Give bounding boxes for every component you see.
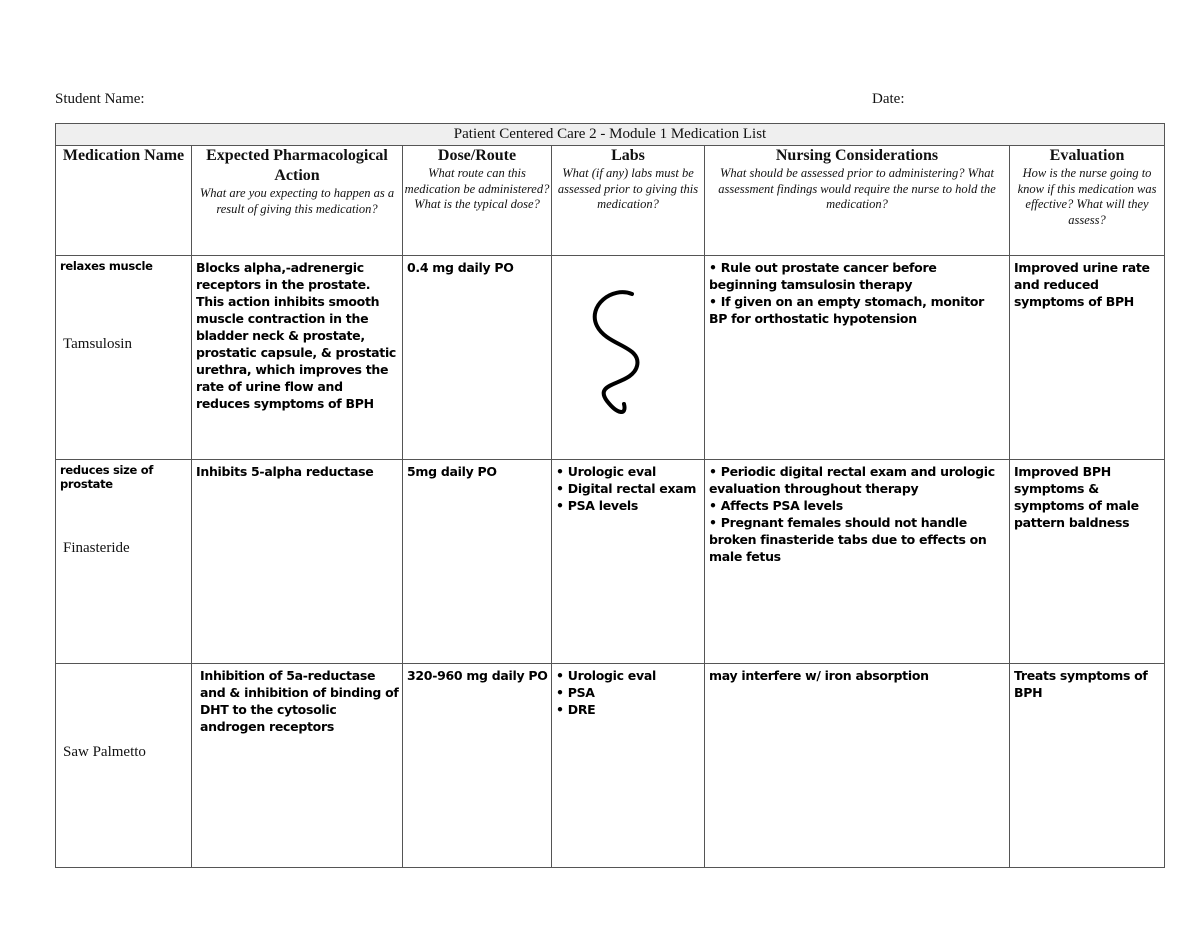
- column-subtitle: What should be assessed prior to administering? What assessment findings would require the nurse to hold the medication?: [718, 166, 996, 211]
- cell-medication-name: [56, 460, 192, 664]
- handwritten-action: Blocks alpha,-adrenergic receptors in the prostate. This action inhibits smooth muscle contraction in the bladder neck & prostate, prostatic capsule, & prostatic urethra, which improves the rate of urine flow and reduces symptoms of BPH: [196, 260, 397, 411]
- column-title: Nursing Considerations: [775, 147, 939, 164]
- handwritten-dose: 5mg daily PO: [407, 464, 497, 479]
- handwritten-dose: 0.4 mg daily PO: [407, 260, 514, 275]
- cell-nursing: [705, 664, 1010, 868]
- column-subtitle: What are you expecting to happen as a result of giving this medication?: [199, 186, 395, 216]
- cell-dose: [403, 460, 552, 664]
- table-row: [56, 664, 1165, 868]
- column-title: Labs: [611, 147, 645, 164]
- cell-evaluation: [1010, 460, 1165, 664]
- handwritten-dose: 320-960 mg daily PO: [407, 668, 548, 683]
- column-title: Medication Name: [62, 147, 185, 164]
- cell-labs: [552, 256, 705, 460]
- cell-nursing: [705, 256, 1010, 460]
- cell-action: [192, 256, 403, 460]
- cell-dose: [403, 664, 552, 868]
- column-header-medication-name: [56, 146, 192, 256]
- date-label: Date:: [872, 91, 905, 107]
- column-title: Dose/Route: [437, 147, 517, 164]
- handwritten-note: relaxes muscle: [60, 259, 153, 273]
- handwritten-evaluation: Treats symptoms of BPH: [1014, 668, 1148, 700]
- cell-action: [192, 460, 403, 664]
- cell-evaluation: [1010, 256, 1165, 460]
- column-title: Expected Pharmacological Action: [206, 147, 388, 184]
- column-header-evaluation: [1010, 146, 1165, 256]
- handwritten-note: reduces size of prostate: [60, 463, 154, 491]
- cell-labs: [552, 460, 705, 664]
- squiggle-mark: [582, 286, 652, 426]
- medication-table: [55, 123, 1165, 868]
- cell-action: [192, 664, 403, 868]
- handwritten-note: [56, 664, 191, 667]
- cell-medication-name: [56, 664, 192, 868]
- column-header-expected-action: [192, 146, 403, 256]
- student-name-label: Student Name:: [55, 91, 145, 107]
- cell-labs: [552, 664, 705, 868]
- handwritten-evaluation: Improved BPH symptoms & symptoms of male pattern baldness: [1014, 464, 1139, 530]
- cell-dose: [403, 256, 552, 460]
- column-header-nursing-considerations: [705, 146, 1010, 256]
- table-row: [56, 460, 1165, 664]
- column-header-dose-route: [403, 146, 552, 256]
- table-title: Patient Centered Care 2 - Module 1 Medication List: [56, 124, 1165, 146]
- handwritten-nursing: • Periodic digital rectal exam and urologic evaluation throughout therapy • Affects PSA levels • Pregnant females should not handle broken finasteride tabs due to effects on male fetus: [709, 464, 995, 564]
- handwritten-evaluation: Improved urine rate and reduced symptoms of BPH: [1014, 260, 1150, 309]
- handwritten-labs: • Urologic eval • Digital rectal exam • PSA levels: [556, 464, 697, 513]
- medication-name: Tamsulosin: [63, 336, 132, 352]
- column-subtitle: What (if any) labs must be assessed prior to giving this medication?: [557, 166, 699, 211]
- column-subtitle: How is the nurse going to know if this medication was effective? What will they assess?: [1017, 166, 1157, 227]
- handwritten-nursing: • Rule out prostate cancer before beginning tamsulosin therapy • If given on an empty stomach, monitor BP for orthostatic hypotension: [709, 260, 985, 326]
- table-row: [56, 256, 1165, 460]
- column-header-labs: [552, 146, 705, 256]
- handwritten-action: Inhibition of 5a-reductase and & inhibition of binding of DHT to the cytosolic androgen receptors: [200, 668, 399, 734]
- column-title: Evaluation: [1049, 147, 1125, 164]
- column-subtitle: What route can this medication be administered? What is the typical dose?: [404, 166, 550, 211]
- cell-evaluation: [1010, 664, 1165, 868]
- cell-nursing: [705, 460, 1010, 664]
- handwritten-nursing: may interfere w/ iron absorption: [709, 668, 929, 683]
- handwritten-action: Inhibits 5-alpha reductase: [196, 464, 374, 479]
- handwritten-labs: • Urologic eval • PSA • DRE: [556, 668, 656, 717]
- medication-name: Finasteride: [63, 540, 130, 556]
- cell-medication-name: [56, 256, 192, 460]
- medication-name: Saw Palmetto: [63, 744, 146, 760]
